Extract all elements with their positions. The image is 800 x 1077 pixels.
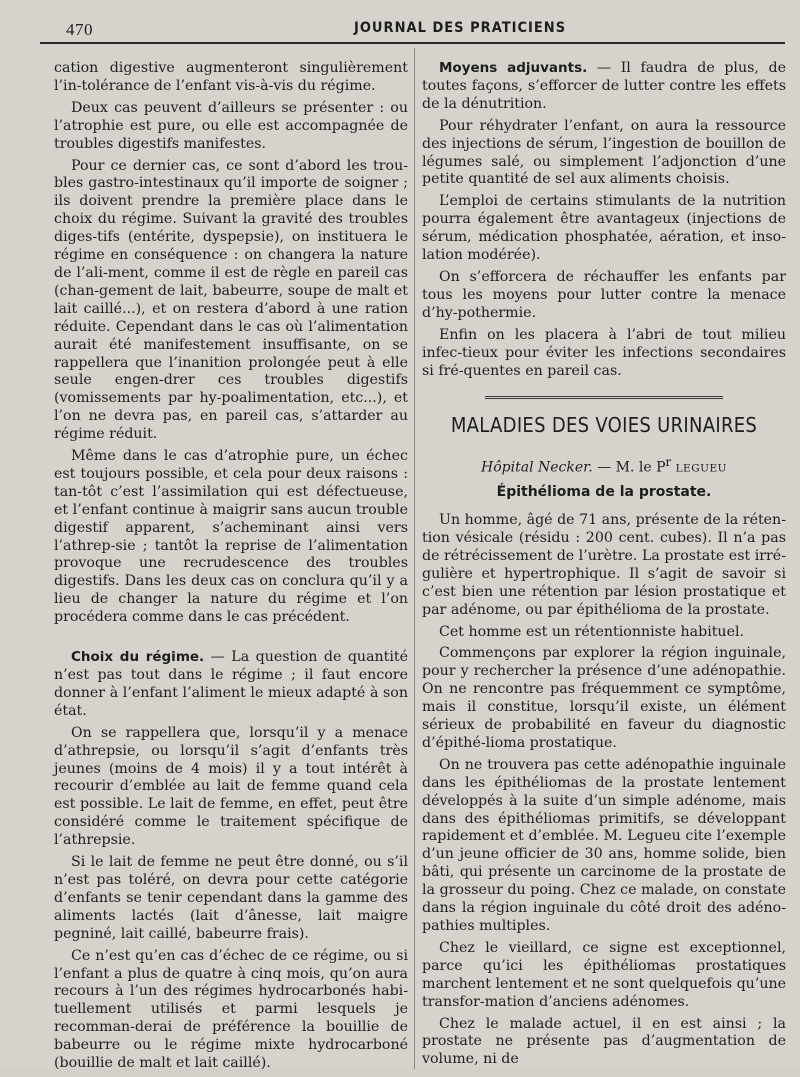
paragraph: On s’efforcera de réchauffer les enfants par tous les moyens pour lutter contre la menace d’hy-pothermie. <box>422 268 786 321</box>
author-name: LEGUEU <box>675 463 727 476</box>
paragraph: Commençons par explorer la région inguinale, pour y rechercher la présence d’une adénopathie. On ne rencontre pas fréquemment ce symptôme, mais il constitue, lorsqu’il existe, un élément sérieux de probabilité en faveur du diagnostic d’épithé-lioma prostatique. <box>422 645 786 751</box>
paragraph-text: — La question de quantité n’est pas tout dans le régime ; il faut encore donner à l’enfant l’aliment le mieux adapté à son état. <box>54 649 408 719</box>
section-title: MALADIES DES VOIES URINAIRES <box>450 413 758 438</box>
hospital-line <box>422 455 786 476</box>
section-separator <box>485 396 723 399</box>
paragraph: Cet homme est un rétentionniste habituel. <box>439 623 745 640</box>
author-prefix: — M. le P <box>592 460 666 477</box>
run-in-heading: Choix du régime. <box>71 649 205 666</box>
paragraph: Chez le malade actuel, il en est ainsi ; la prostate ne présente pas d’augmentation de volume, ni de <box>422 1015 786 1068</box>
paragraph: Ce n’est qu’en cas d’échec de ce régime, ou si l’enfant a plus de quatre à cinq mois, qu’on aura recours à l’un des régimes hydrocarbonés habi-tuellement utilisés et parmi lesquels je recomman-derai de préférence la bouillie de babeurre ou le régime mixte hydrocarboné (bouillie de malt et lait caillé). <box>54 947 408 1072</box>
paragraph: Même dans le cas d’atrophie pure, un échec est toujours possible, et cela pour deux raisons : tan-tôt c’est l’assimilation qui est défectueuse, et l’enfant continue à maigrir sans aucun trouble digestif apparent, s’acheminant ainsi vers l’athrep-sie ; tantôt la reprise de l’alimentation provoque une recrudescence des troubles digestifs. Dans les deux cas on conclura qu’il y a lieu de changer la nature du régime et l’on procédera comme dans le cas précédent. <box>54 448 408 626</box>
paragraph: On se rappellera que, lorsqu’il y a menace d’athrepsie, ou lorsqu’il s’agit d’enfants très jeunes (moins de 4 mois) il y a tout intérêt à recourir d’emblée au lait de femme quand cela est possible. Le lait de femme, en effet, peut être considéré comme le traitement spécifique de l’athrepsie. <box>54 724 408 849</box>
paragraph: Un homme, âgé de 71 ans, présente de la réten-tion vésicale (résidu : 200 cent. cubes). Il n’a pas de rétrécissement de l’urètre. La prostate est irré-gulière et hypertrophique. Il s’agit de savoir si c’est bien une rétention par lésion prostatique et par adénome, ou par épithélioma de la prostate. <box>422 512 786 618</box>
paragraph-text: — Il faudra de plus, de toutes façons, s’efforcer de lutter contre les effets de la dénutrition. <box>422 60 786 112</box>
paragraph: Pour ce dernier cas, ce sont d’abord les trou-bles gastro-intestinaux qu’il importe de soigner ; ils doivent prendre la première place dans le choix du régime. Suivant la gravité des troubles diges-tifs (entérite, dyspepsie), on instituera le régime en conséquence : on changera la nature de l’ali-ment, comme il est de règle en pareil cas (chan-gement de lait, babeurre, soupe de malt et lait caillé...), et on restera d’abord à une ration réduite. Cependant dans le cas où l’alimentation aurait été manifestement insuffisante, on se rappellera que l’inanition prolongée peut à elle seule engen-drer ces troubles digestifs (vomissements par hy-poalimentation, etc...), et l’on ne devra pas, en pareil cas, s’attarder au régime réduit. <box>54 157 408 443</box>
paragraph: L’emploi de certains stimulants de la nutrition pourra également être avantageux (injections de sérum, médication phosphatée, aération, et inso-lation modérée). <box>422 193 786 264</box>
paragraph: Enfin on les placera à l’abri de tout milieu infec-tieux pour éviter les infections secondaires si fré-quentes en pareil cas. <box>422 326 786 379</box>
article-subtitle: Épithélioma de la prostate. <box>496 484 712 501</box>
hospital-name: Hôpital Necker. <box>481 460 593 477</box>
right-column <box>422 60 786 1073</box>
paragraph: cation digestive augmenteront singulièrement l’in-tolérance de l’enfant vis-à-vis du régime. <box>54 60 408 94</box>
author-title-sup: r <box>665 455 672 470</box>
paragraph: On ne trouvera pas cette adénopathie inguinale dans les épithéliomas de la prostate lentement développés à la suite d’un simple adénome, mais dans des épithéliomas primitifs, se développant rapidement et d’emblée. M. Legueu cite l’exemple d’un jeune officier de 30 ans, homme solide, bien bâti, qui présente un carcinome de la prostate de la grosseur du poing. Chez ce malade, on constate dans la région inguinale du côté droit des adéno-pathies multiples. <box>422 756 786 934</box>
choix-regime-paragraph <box>54 649 408 721</box>
page-number: 470 <box>66 20 93 39</box>
page-header <box>40 14 785 44</box>
left-column <box>54 60 408 1077</box>
paragraph: Deux cas peuvent d’ailleurs se présenter : ou l’atrophie est pure, ou elle est accompagnée de troubles digestifs manifestes. <box>54 99 408 152</box>
run-in-heading: Moyens adjuvants. <box>439 60 588 76</box>
paragraph: Si le lait de femme ne peut être donné, ou s’il n’est pas toléré, on devra pour cette catégorie d’enfants se tenir cependant dans la gamme des aliments lactés (lait d’ânesse, lait maigre pegniné, lait caillé, babeurre frais). <box>54 854 408 942</box>
column-divider <box>414 48 415 1069</box>
moyens-adjuvants-paragraph <box>422 60 786 114</box>
paragraph: Chez le vieillard, ce signe est exceptionnel, parce qu’ici les épithéliomas prostatiques marchent lentement et ne sont quelquefois qu’une transfor-mation d’anciens adénomes. <box>422 939 786 1010</box>
paragraph: Pour réhydrater l’enfant, on aura la ressource des injections de sérum, l’ingestion de bouillon de légumes salé, ou simplement l’adjonction d’une petite quantité de sel aux aliments choisis. <box>422 117 786 188</box>
journal-title: JOURNAL DES PRATICIENS <box>354 20 567 36</box>
